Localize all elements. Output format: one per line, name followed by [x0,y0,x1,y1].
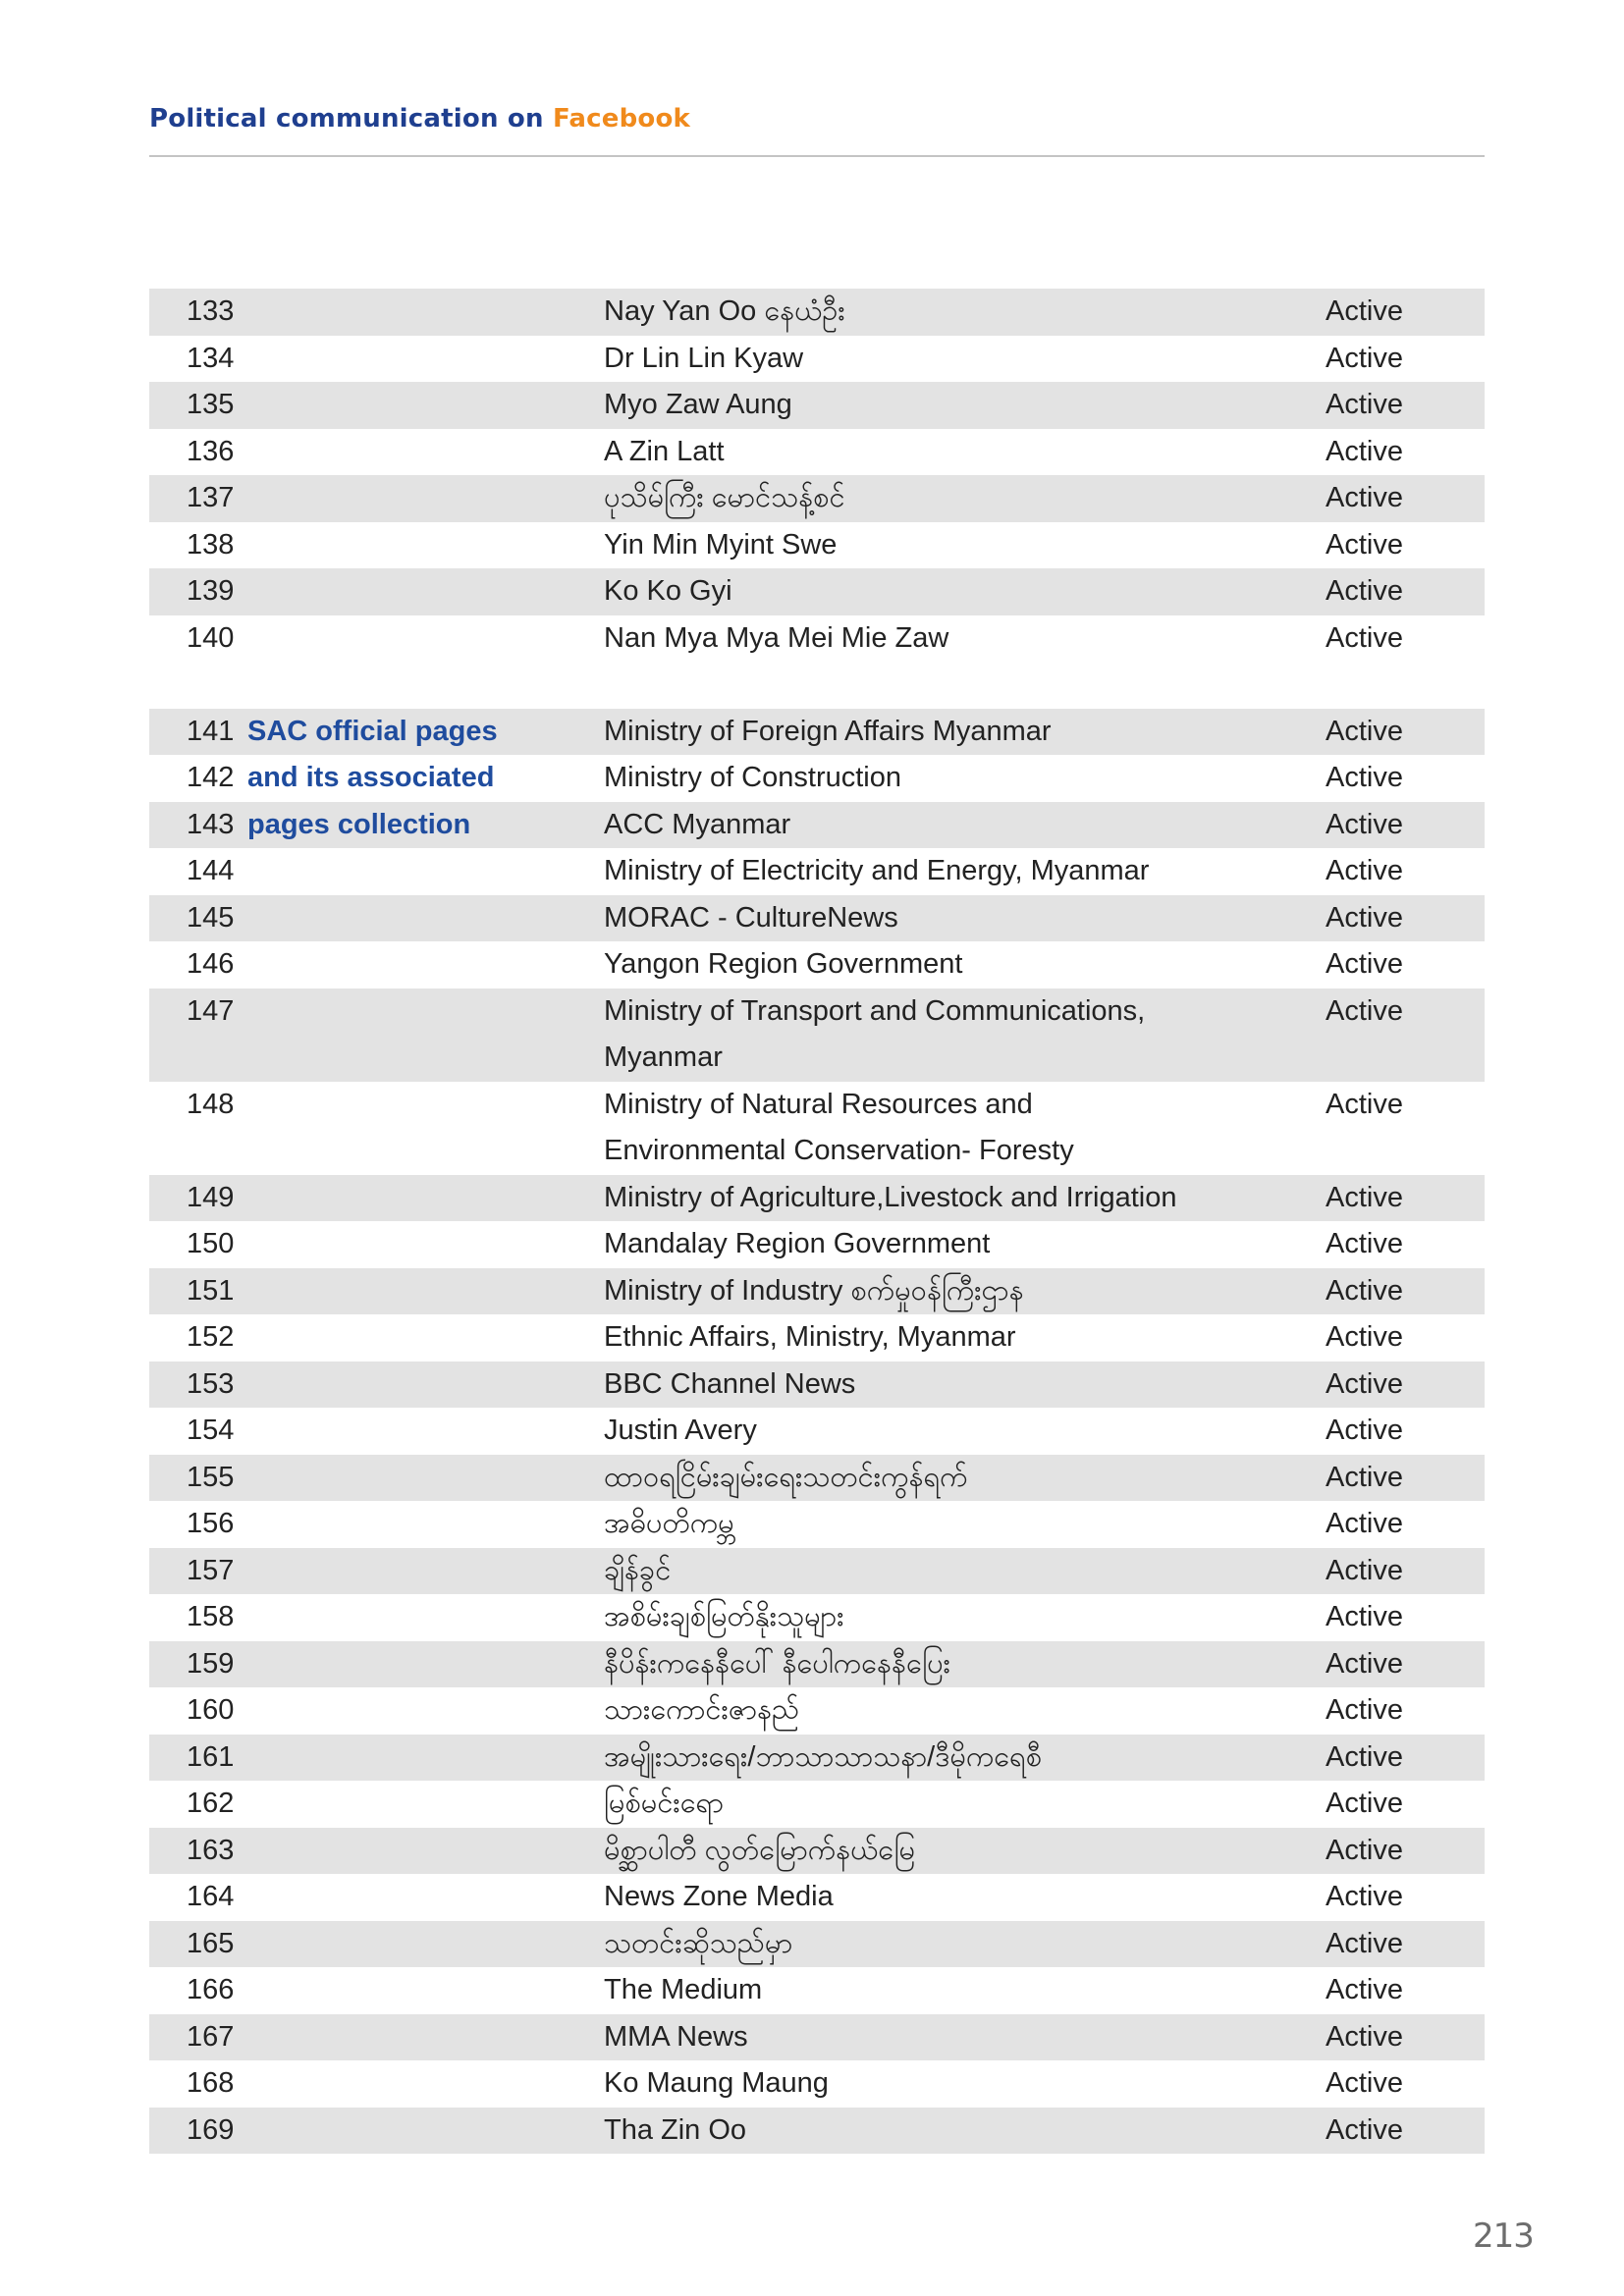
group-label: and its associated [247,762,495,793]
table-row [149,1082,1485,1175]
page-name: သတင်းဆိုသည်မှာ [604,1927,793,1959]
table-row [149,1967,1485,2014]
table-row [149,336,1485,383]
table-row [149,522,1485,569]
table-row [149,1314,1485,1362]
row-number: 168 [187,2067,235,2099]
row-number: 148 [187,1088,235,1120]
row-number: 133 [187,295,235,327]
row-number: 147 [187,994,235,1027]
status-text: Active [1326,528,1403,561]
page-name: အဓိပတိကမ္ဘ [604,1508,734,1539]
table-row [149,1594,1485,1641]
row-number: 137 [187,482,235,513]
page-name: သားကောင်းဇာနည် [604,1694,800,1726]
table-row [149,429,1485,476]
page-name: Justin Avery [604,1415,757,1446]
table-row [149,941,1485,988]
row-number: 163 [187,1834,235,1866]
page-name: နီပိန်းကနေနီပေါ် နီပေါကနေနီပြေး [604,1647,951,1680]
row-number: 166 [187,1974,235,2005]
status-text: Active [1326,575,1403,607]
status-text: Active [1326,1601,1403,1632]
page-name: Yin Min Myint Swe [604,528,838,561]
page-name: Ministry of Natural Resources and Environmental Conservation- Foresty [604,1088,1074,1166]
row-number: 167 [187,2020,235,2053]
page-name: အစိမ်းချစ်မြတ်နိုးသူများ [604,1601,844,1632]
row-number: 141 [187,715,235,747]
page-name: ထာဝရငြိမ်းချမ်းရေးသတင်းကွန်ရက် [604,1461,968,1493]
row-number: 159 [187,1647,235,1680]
row-number: 138 [187,528,235,561]
page-name: Dr Lin Lin Kyaw [604,342,804,374]
status-text: Active [1326,1321,1403,1353]
status-text: Active [1326,1088,1403,1120]
page-name: News Zone Media [604,1881,834,1912]
table-row [149,1641,1485,1688]
status-text: Active [1326,1461,1403,1493]
table-row [149,1268,1485,1315]
status-text: Active [1326,762,1403,793]
page-name: Nay Yan Oo နေယံဦး [604,295,845,327]
row-number: 155 [187,1461,235,1493]
row-number: 164 [187,1881,235,1912]
row-number: 165 [187,1927,235,1959]
status-text: Active [1326,435,1403,467]
status-text: Active [1326,1927,1403,1959]
row-number: 136 [187,435,235,467]
page-number: 213 [1473,2216,1534,2256]
row-number: 150 [187,1228,235,1259]
table-row [149,1175,1485,1222]
table-row [149,755,1485,802]
status-text: Active [1326,1367,1403,1400]
status-text: Active [1326,1694,1403,1726]
header-title-accent: Facebook [552,104,691,133]
table-row [149,988,1485,1082]
page-name: Ministry of Industry စက်မှုဝန်ကြီးဌာန [604,1274,1024,1307]
table-row [149,709,1485,756]
status-text: Active [1326,1554,1403,1586]
table-row [149,615,1485,663]
row-number: 145 [187,901,235,934]
row-number: 143 [187,808,235,840]
row-number: 140 [187,621,235,654]
status-text: Active [1326,621,1403,654]
page-name: ပုသိမ်ကြီး မောင်သန့်စင် [604,482,845,513]
status-text: Active [1326,1974,1403,2005]
running-header [149,104,690,133]
pages-table [149,289,1485,2154]
page-name: Yangon Region Government [604,948,963,980]
status-text: Active [1326,715,1403,747]
status-text: Active [1326,855,1403,886]
page-name: A Zin Latt [604,435,725,467]
row-number: 134 [187,342,235,374]
section-spacer [149,662,1485,709]
page-name: Nan Mya Mya Mei Mie Zaw [604,621,949,654]
table-row [149,475,1485,522]
table-row [149,1362,1485,1409]
table-row [149,1735,1485,1782]
header-title: Political communication on [149,104,553,133]
row-number: 135 [187,389,235,420]
page-name: Myo Zaw Aung [604,389,792,420]
table-row [149,1548,1485,1595]
row-number: 161 [187,1740,235,1773]
row-number: 160 [187,1694,235,1726]
page-name: မြစ်မင်းရော [604,1788,725,1819]
row-number: 158 [187,1601,235,1632]
status-text: Active [1326,1508,1403,1539]
page-name: Tha Zin Oo [604,2113,747,2146]
status-text: Active [1326,2113,1403,2146]
status-text: Active [1326,1881,1403,1912]
status-text: Active [1326,342,1403,374]
page-name: Mandalay Region Government [604,1228,991,1259]
row-number: 139 [187,575,235,607]
table-row [149,1921,1485,1968]
status-text: Active [1326,389,1403,420]
row-number: 149 [187,1181,235,1213]
page-name: Ministry of Agriculture,Livestock and Irrigation [604,1181,1177,1213]
status-text: Active [1326,1228,1403,1259]
status-text: Active [1326,1415,1403,1446]
status-text: Active [1326,948,1403,980]
table-row [149,2108,1485,2155]
page-name: Ministry of Transport and Communications, Myanmar [604,994,1146,1073]
status-text: Active [1326,2020,1403,2053]
status-text: Active [1326,901,1403,934]
page-name: Ko Maung Maung [604,2067,829,2099]
table-row [149,382,1485,429]
page-name: BBC Channel News [604,1367,856,1400]
table-row [149,568,1485,615]
row-number: 156 [187,1508,235,1539]
status-text: Active [1326,1834,1403,1866]
page-name: ACC Myanmar [604,808,791,840]
table-row [149,1828,1485,1875]
row-number: 157 [187,1554,235,1586]
table-row [149,1501,1485,1548]
page-name: ချိန်ခွင် [604,1554,672,1586]
status-text: Active [1326,1274,1403,1307]
table-row [149,289,1485,336]
status-text: Active [1326,1181,1403,1213]
table-row [149,1408,1485,1455]
table-row [149,2060,1485,2108]
status-text: Active [1326,2067,1403,2099]
row-number: 154 [187,1415,235,1446]
row-number: 151 [187,1274,235,1307]
table-row [149,848,1485,895]
row-number: 153 [187,1367,235,1400]
table-row [149,802,1485,849]
header-rule [149,155,1485,157]
page-name: Ministry of Electricity and Energy, Myanmar [604,855,1150,886]
status-text: Active [1326,994,1403,1027]
row-number: 142 [187,762,235,793]
status-text: Active [1326,1740,1403,1773]
group-label: SAC official pages [247,715,498,747]
page-name: Ministry of Foreign Affairs Myanmar [604,715,1052,747]
page-name: Ko Ko Gyi [604,575,732,607]
status-text: Active [1326,1647,1403,1680]
status-text: Active [1326,1788,1403,1819]
row-number: 152 [187,1321,235,1353]
table-row [149,1781,1485,1828]
table-row [149,2014,1485,2061]
row-number: 146 [187,948,235,980]
page-name: အမျိုးသားရေး/ဘာသာသာသနာ/ဒီမိုကရေစီ [604,1740,1043,1773]
status-text: Active [1326,808,1403,840]
page-name: The Medium [604,1974,763,2005]
table-row [149,895,1485,942]
row-number: 169 [187,2113,235,2146]
page-name: မိစ္ဆာပါတီ လွတ်မြောက်နယ်မြေ [604,1834,916,1866]
page-name: Ethnic Affairs, Ministry, Myanmar [604,1321,1016,1353]
table-row [149,1687,1485,1735]
status-text: Active [1326,482,1403,513]
status-text: Active [1326,295,1403,327]
page-name: MMA News [604,2020,748,2053]
page-name: Ministry of Construction [604,762,901,793]
row-number: 162 [187,1788,235,1819]
table-row [149,1221,1485,1268]
table-row [149,1455,1485,1502]
page-name: MORAC - CultureNews [604,901,898,934]
group-label: pages collection [247,808,471,840]
row-number: 144 [187,855,235,886]
table-row [149,1874,1485,1921]
